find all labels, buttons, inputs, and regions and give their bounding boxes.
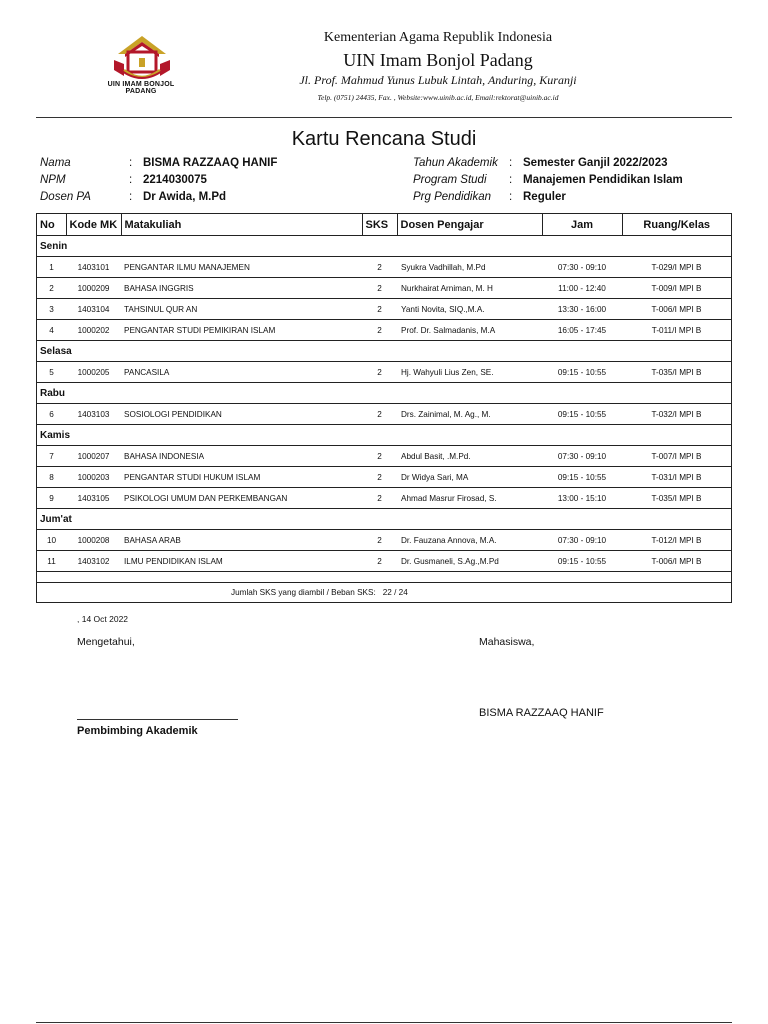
table-row	[37, 362, 731, 383]
day-group-row	[37, 425, 731, 446]
col-sks: SKS	[362, 214, 397, 236]
cell-matakuliah: PENGANTAR ILMU MANAJEMEN	[121, 257, 362, 278]
cell-ruang: T-029/I MPI B	[622, 257, 731, 278]
cell-kode: 1403103	[66, 404, 121, 425]
cell-matakuliah: PSIKOLOGI UMUM DAN PERKEMBANGAN	[121, 488, 362, 509]
cell-sks: 2	[362, 446, 397, 467]
advisor-role: Pembimbing Akademik	[77, 725, 198, 737]
blank-row	[37, 572, 731, 583]
cell-sks: 2	[362, 257, 397, 278]
cell-ruang: T-007/I MPI B	[622, 446, 731, 467]
day-label: Senin	[37, 236, 731, 257]
cell-dosen: Prof. Dr. Salmadanis, M.A	[397, 320, 542, 341]
day-label: Kamis	[37, 425, 731, 446]
cell-jam: 09:15 - 10:55	[542, 551, 622, 572]
table-header-row	[37, 214, 731, 236]
cell-no: 7	[37, 446, 66, 467]
cell-matakuliah: BAHASA INDONESIA	[121, 446, 362, 467]
cell-jam: 09:15 - 10:55	[542, 404, 622, 425]
table-row	[37, 299, 731, 320]
cell-ruang: T-035/I MPI B	[622, 362, 731, 383]
table-row	[37, 551, 731, 572]
col-dosen: Dosen Pengajar	[397, 214, 542, 236]
sks-summary	[37, 583, 731, 603]
table-row	[37, 467, 731, 488]
day-label: Jum'at	[37, 509, 731, 530]
day-group-row	[37, 509, 731, 530]
cell-jam: 07:30 - 09:10	[542, 257, 622, 278]
cell-jam: 09:15 - 10:55	[542, 362, 622, 383]
cell-sks: 2	[362, 320, 397, 341]
cell-sks: 2	[362, 488, 397, 509]
cell-matakuliah: TAHSINUL QUR AN	[121, 299, 362, 320]
dosen-pa-value: Dr Awida, M.Pd	[143, 191, 227, 203]
mengetahui-label: Mengetahui,	[77, 636, 135, 648]
cell-kode: 1403102	[66, 551, 121, 572]
krs-table	[36, 213, 732, 603]
cell-sks: 2	[362, 551, 397, 572]
prg-value: Reguler	[523, 191, 566, 203]
sks-summary-label: Jumlah SKS yang diambil / Beban SKS:	[231, 588, 376, 597]
tahun-label: Tahun Akademik	[413, 157, 498, 169]
logo-caption: UIN IMAM BONJOL PADANG	[107, 81, 175, 95]
footer-divider	[36, 1022, 732, 1023]
colon: :	[129, 191, 133, 203]
student-npm: 2214030075	[143, 174, 207, 186]
cell-jam: 16:05 - 17:45	[542, 320, 622, 341]
cell-sks: 2	[362, 299, 397, 320]
cell-no: 10	[37, 530, 66, 551]
col-ruang: Ruang/Kelas	[622, 214, 731, 236]
day-group-row	[37, 236, 731, 257]
cell-no: 5	[37, 362, 66, 383]
header-divider	[36, 117, 732, 118]
tahun-value: Semester Ganjil 2022/2023	[523, 157, 668, 169]
sks-summary-value: 22 / 24	[382, 588, 408, 597]
prodi-value: Manajemen Pendidikan Islam	[523, 174, 683, 186]
cell-matakuliah: PENGANTAR STUDI PEMIKIRAN ISLAM	[121, 320, 362, 341]
cell-kode: 1000205	[66, 362, 121, 383]
cell-kode: 1000207	[66, 446, 121, 467]
cell-sks: 2	[362, 404, 397, 425]
cell-kode: 1000209	[66, 278, 121, 299]
day-group-row	[37, 383, 731, 404]
table-row	[37, 278, 731, 299]
cell-matakuliah: BAHASA ARAB	[121, 530, 362, 551]
student-signature-name: BISMA RAZZAAQ HANIF	[479, 707, 604, 719]
sks-summary-row	[37, 583, 731, 603]
cell-ruang: T-009/I MPI B	[622, 278, 731, 299]
col-matakuliah: Matakuliah	[121, 214, 362, 236]
cell-dosen: Hj. Wahyuli Lius Zen, SE.	[397, 362, 542, 383]
signature-line	[77, 719, 238, 720]
cell-kode: 1403105	[66, 488, 121, 509]
cell-ruang: T-035/I MPI B	[622, 488, 731, 509]
npm-label: NPM	[40, 174, 66, 186]
cell-jam: 09:15 - 10:55	[542, 467, 622, 488]
university-address: Jl. Prof. Mahmud Yunus Lubuk Lintah, Anduring, Kuranji	[299, 73, 577, 87]
table-row	[37, 320, 731, 341]
cell-matakuliah: ILMU PENDIDIKAN ISLAM	[121, 551, 362, 572]
cell-dosen: Abdul Basit, .M.Pd.	[397, 446, 542, 467]
table-row	[37, 257, 731, 278]
signature-date: , 14 Oct 2022	[77, 614, 129, 624]
cell-kode: 1403101	[66, 257, 121, 278]
cell-no: 6	[37, 404, 66, 425]
cell-no: 8	[37, 467, 66, 488]
cell-no: 2	[37, 278, 66, 299]
cell-kode: 1000208	[66, 530, 121, 551]
cell-ruang: T-031/I MPI B	[622, 467, 731, 488]
cell-no: 3	[37, 299, 66, 320]
cell-ruang: T-006/I MPI B	[622, 551, 731, 572]
colon: :	[509, 174, 513, 186]
cell-sks: 2	[362, 467, 397, 488]
colon: :	[129, 174, 133, 186]
day-group-row	[37, 341, 731, 362]
cell-dosen: Dr. Fauzana Annova, M.A.	[397, 530, 542, 551]
cell-ruang: T-011/I MPI B	[622, 320, 731, 341]
col-kode: Kode MK	[66, 214, 121, 236]
cell-matakuliah: PENGANTAR STUDI HUKUM ISLAM	[121, 467, 362, 488]
day-label: Rabu	[37, 383, 731, 404]
university-contact: Telp. (0751) 24435, Fax. , Website:www.uinib.ac.id, Email:rektorat@uinib.ac.id	[317, 93, 559, 102]
ministry-name: Kementerian Agama Republik Indonesia	[323, 30, 553, 45]
nama-label: Nama	[40, 157, 71, 169]
mahasiswa-label: Mahasiswa,	[479, 636, 535, 648]
cell-no: 4	[37, 320, 66, 341]
cell-jam: 11:00 - 12:40	[542, 278, 622, 299]
page-title: Kartu Rencana Studi	[291, 128, 477, 150]
cell-no: 1	[37, 257, 66, 278]
cell-jam: 07:30 - 09:10	[542, 530, 622, 551]
cell-jam: 07:30 - 09:10	[542, 446, 622, 467]
cell-no: 9	[37, 488, 66, 509]
cell-sks: 2	[362, 362, 397, 383]
day-label: Selasa	[37, 341, 731, 362]
cell-kode: 1403104	[66, 299, 121, 320]
colon: :	[129, 157, 133, 169]
colon: :	[509, 191, 513, 203]
cell-no: 11	[37, 551, 66, 572]
cell-dosen: Yanti Novita, SIQ.,M.A.	[397, 299, 542, 320]
cell-dosen: Dr Widya Sari, MA	[397, 467, 542, 488]
cell-dosen: Drs. Zainimal, M. Ag., M.	[397, 404, 542, 425]
dosen-pa-label: Dosen PA	[40, 191, 91, 203]
cell-dosen: Syukra Vadhillah, M.Pd	[397, 257, 542, 278]
table-row	[37, 488, 731, 509]
cell-sks: 2	[362, 278, 397, 299]
cell-dosen: Ahmad Masrur Firosad, S.	[397, 488, 542, 509]
table-row	[37, 530, 731, 551]
prodi-label: Program Studi	[413, 174, 487, 186]
col-jam: Jam	[542, 214, 622, 236]
cell-matakuliah: PANCASILA	[121, 362, 362, 383]
cell-ruang: T-032/I MPI B	[622, 404, 731, 425]
university-name: UIN Imam Bonjol Padang	[343, 50, 533, 70]
cell-ruang: T-006/I MPI B	[622, 299, 731, 320]
table-row	[37, 404, 731, 425]
cell-sks: 2	[362, 530, 397, 551]
cell-jam: 13:30 - 16:00	[542, 299, 622, 320]
colon: :	[509, 157, 513, 169]
cell-kode: 1000202	[66, 320, 121, 341]
student-name: BISMA RAZZAAQ HANIF	[143, 157, 278, 169]
cell-ruang: T-012/I MPI B	[622, 530, 731, 551]
blank-cell	[37, 572, 731, 583]
col-no: No	[37, 214, 66, 236]
cell-dosen: Dr. Gusmaneli, S.Ag.,M.Pd	[397, 551, 542, 572]
cell-kode: 1000203	[66, 467, 121, 488]
cell-dosen: Nurkhairat Arniman, M. H	[397, 278, 542, 299]
cell-matakuliah: SOSIOLOGI PENDIDIKAN	[121, 404, 362, 425]
cell-jam: 13:00 - 15:10	[542, 488, 622, 509]
prg-label: Prg Pendidikan	[413, 191, 491, 203]
cell-matakuliah: BAHASA INGGRIS	[121, 278, 362, 299]
table-row	[37, 446, 731, 467]
